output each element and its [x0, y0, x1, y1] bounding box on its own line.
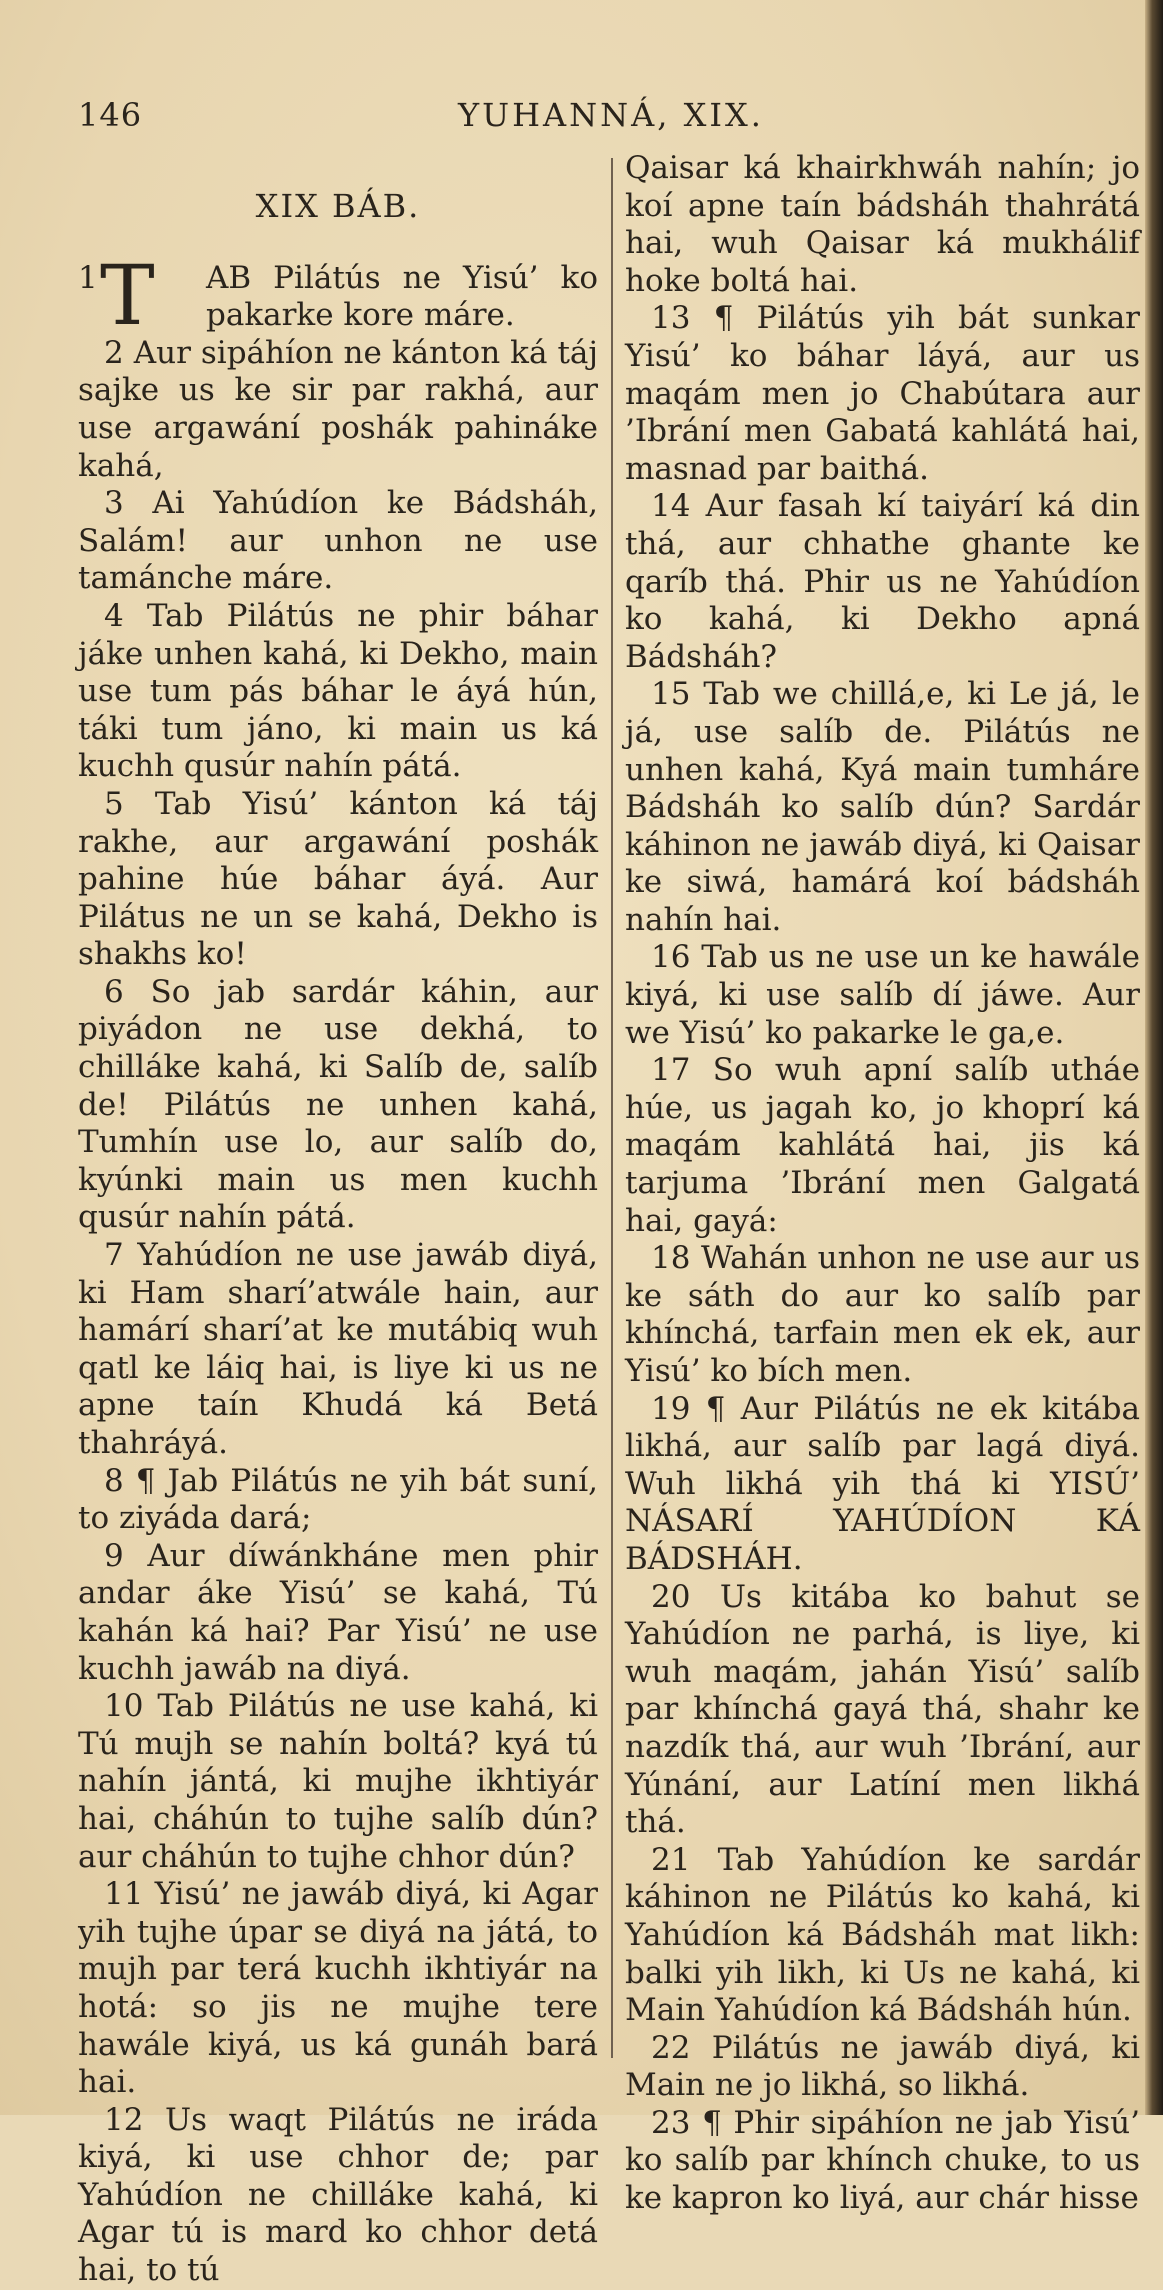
verse-text: AB Pilátús ne Yisú’ ko pakarke kore máre. — [206, 259, 598, 334]
running-title: YUHANNÁ, XIX. — [458, 96, 764, 134]
verse: 5 Tab Yisú’ kánton ká táj rakhe, aur argawání poshák pahine húe báhar áyá. Aur Pilátus ne un se kahá, Dekho is shakhs ko! — [78, 785, 598, 973]
verse-continuation: Qaisar ká khairkhwáh nahín; jo koí apne taín bádsháh thahrátá hai, wuh Qaisar ká mukhálif hoke boltá hai. — [625, 150, 1140, 299]
verse: 16 Tab us ne use un ke hawále kiyá, ki use salíb dí jáwe. Aur we Yisú’ ko pakarke le ga,e. — [625, 939, 1140, 1051]
verse: 23 ¶ Phir sipáhíon ne jab Yisú’ ko salíb par khínch chuke, to us ke kapron ko liyá, aur chár hisse — [625, 2104, 1140, 2217]
verse: 4 Tab Pilátús ne phir báhar jáke unhen kahá, ki Dekho, main use tum pás báhar le áyá hún, táki tum jáno, ki main us ká kuchh qusúr nahín pátá. — [78, 597, 598, 785]
verse: 6 So jab sardár káhin, aur piyádon ne use dekhá, to chilláke kahá, ki Salíb de, salíb de! Pilátús ne unhen kahá, Tumhín use lo, aur salíb do, kyúnki main us men kuchh qusúr nahín pátá. — [78, 973, 598, 1236]
right-column — [625, 150, 1140, 2218]
chapter-heading: XIX BÁB. — [255, 187, 421, 225]
left-column — [78, 150, 598, 2290]
verse: 21 Tab Yahúdíon ke sardár káhinon ne Pilátús ko kahá, ki Yahúdíon ká Bádsháh mat likh: balki yih likh, ki Us ne kahá, ki Main Yahúdíon ká Bádsháh hún. — [625, 1841, 1140, 2029]
drop-cap: T — [100, 248, 155, 344]
verse: 11 Yisú’ ne jawáb diyá, ki Agar yih tujhe úpar se diyá na játá, to mujh par terá kuchh ikhtiyár na hotá: so jis ne mujhe tere hawále kiyá, us ká gunáh bará hai. — [78, 1876, 598, 2101]
page-binding-edge — [1145, 0, 1163, 2115]
verse-number: 1 — [78, 259, 98, 296]
verse: 2 Aur sipáhíon ne kánton ká táj sajke us ke sir par rakhá, aur use argawání poshák pahináke kahá, — [78, 334, 598, 484]
verse: 12 Us waqt Pilátús ne iráda kiyá, ki use chhor de; par Yahúdíon ne chilláke kahá, ki Agar tú is mard ko chhor detá hai, to tú — [78, 2101, 598, 2289]
verse: 19 ¶ Aur Pilátús ne ek kitába likhá, aur salíb par lagá diyá. Wuh likhá yih thá ki YISÚ’ NÁSARÍ YAHÚDÍON KÁ BÁDSHÁH. — [625, 1390, 1140, 1577]
verse: 9 Aur díwánkháne men phir andar áke Yisú’ se kahá, Tú kahán ká hai? Par Yisú’ ne use kuchh jawáb na diyá. — [78, 1537, 598, 1687]
verse: 14 Aur fasah kí taiyárí ká din thá, aur chhathe ghante ke qaríb thá. Phir us ne Yahúdíon ko kahá, ki Dekho apná Bádsháh? — [625, 488, 1140, 675]
verse: 7 Yahúdíon ne use jawáb diyá, ki Ham sharí’atwále hain, aur hamárí sharí’at ke mutábiq wuh qatl ke láiq hai, is liye ki us ne apne taín Khudá ká Betá thahráyá. — [78, 1237, 598, 1461]
page-header — [78, 96, 1133, 146]
verse: 3 Ai Yahúdíon ke Bádsháh, Salám! aur unhon ne use tamánche máre. — [78, 485, 598, 597]
verse: 10 Tab Pilátús ne use kahá, ki Tú mujh se nahín boltá? kyá tú nahín jántá, ki mujhe ikhtiyár hai, cháhún to tujhe salíb dún? aur cháhún to tujhe chhor dún? — [78, 1688, 598, 1875]
verse: 18 Wahán unhon ne use aur us ke sáth do aur ko salíb par khínchá, tarfain men ek ek, aur Yisú’ ko bích men. — [625, 1240, 1140, 1389]
verse: 8 ¶ Jab Pilátús ne yih bát suní, to ziyáda dará; — [78, 1462, 598, 1537]
verse: 17 So wuh apní salíb utháe húe, us jagah ko, jo khoprí ká maqám kahlátá hai, jis ká tarjuma ’Ibrání men Galgatá hai, gayá: — [625, 1052, 1140, 1239]
verse: 15 Tab we chillá,e, ki Le já, le já, use salíb de. Pilátús ne unhen kahá, Kyá main tumháre Bádsháh ko salíb dún? Sardár káhinon ne jawáb diyá, ki Qaisar ke siwá, hamárá koí bádsháh nahín hai. — [625, 676, 1140, 938]
verse: 22 Pilátús ne jawáb diyá, ki Main ne jo likhá, so likhá. — [625, 2029, 1140, 2104]
page-number: 146 — [78, 96, 143, 134]
verse: 20 Us kitába ko bahut se Yahúdíon ne parhá, is liye, ki wuh maqám, jahán Yisú’ salíb par khínchá gayá thá, shahr ke nazdík thá, aur wuh ’Ibrání, aur Yúnání, aur Latíní men likhá thá. — [625, 1578, 1140, 1841]
verse: 13 ¶ Pilátús yih bát sunkar Yisú’ ko báhar láyá, aur us maqám men jo Chabútara aur ’Ibrání men Gabatá kahlátá hai, masnad par baithá. — [625, 300, 1140, 487]
verse-1 — [78, 248, 598, 344]
column-divider — [611, 158, 613, 2058]
